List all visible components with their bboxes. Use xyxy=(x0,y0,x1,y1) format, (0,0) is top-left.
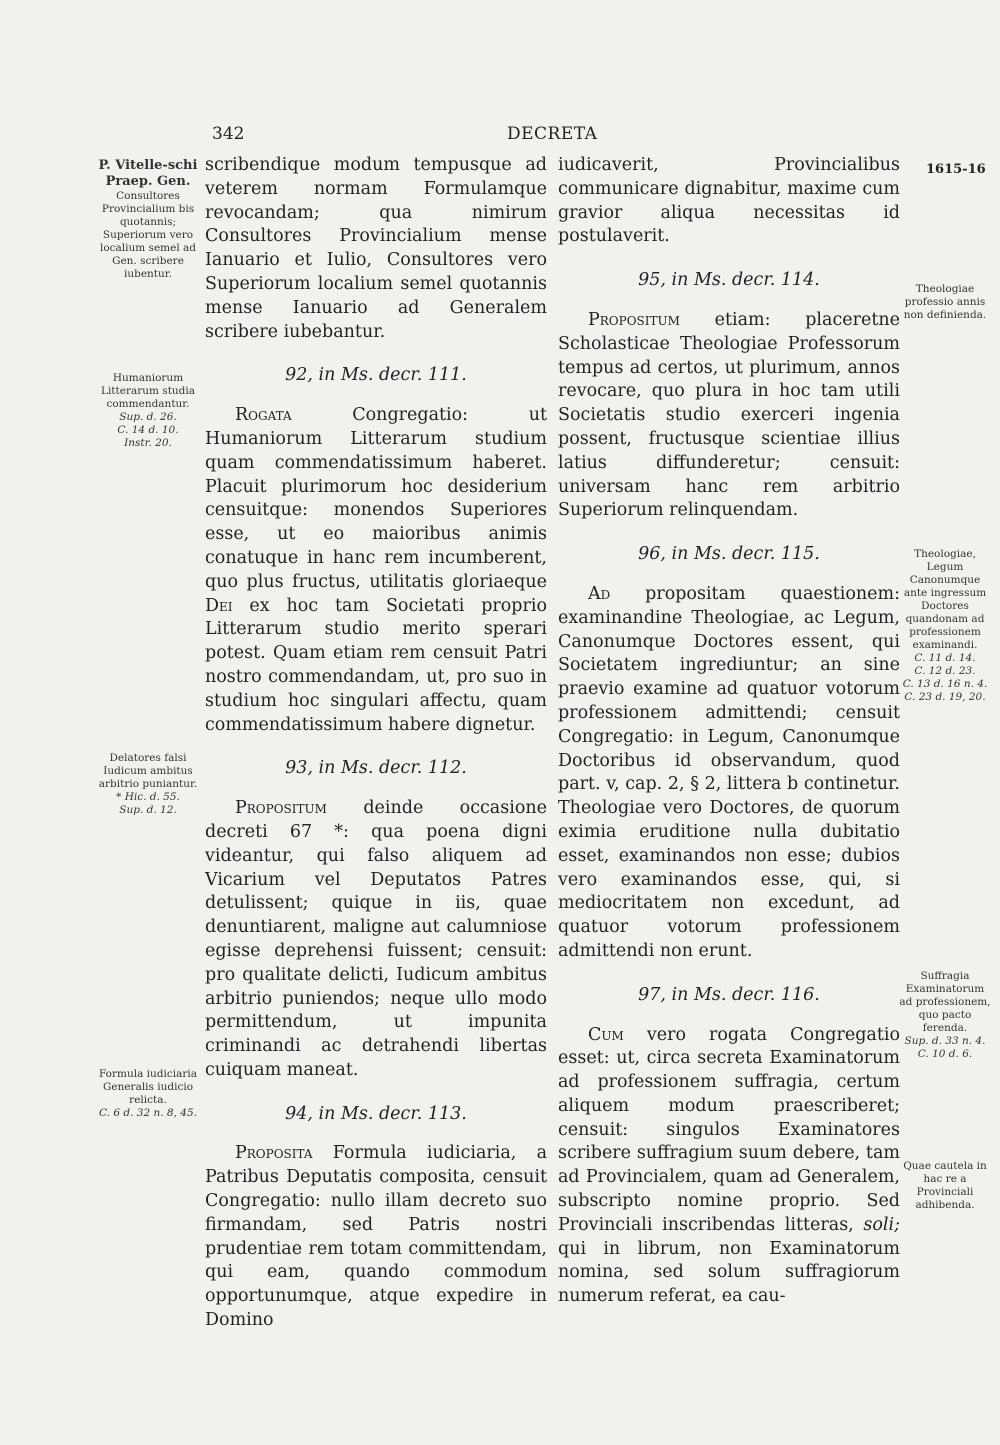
paragraph-text: ex hoc tam Societati proprio Litterarum studio merito sperari potest. Quam etiam rem censuit Patri nostro commendandam, ut, pro suo in studium hoc singulari affectu, quam commendatissimum habere dignetur. xyxy=(205,595,547,735)
year-range: 1615-16 xyxy=(926,162,986,177)
margin-text: Consultores Provincialium bis quotannis; Superiorum vero localium semel ad Gen. scribere iubentur. xyxy=(99,190,197,280)
paragraph xyxy=(205,797,547,1083)
lead-word: Proposita xyxy=(235,1143,313,1164)
paragraph-text: etiam: placeretne Scholasticae Theologiae Professorum tempus ad certos, ut plurimum, annos revocare, quo plura in hoc tam utili Societatis studio exerceri ingenia possent, fructusque scientiae illius latius diffunderetur; censuit: universam hanc rem arbitrio Superiorum relinquendam. xyxy=(558,309,900,521)
italic-word: soli; xyxy=(863,1214,900,1235)
paragraph-text: qui in librum, non Examinatorum nomina, sed solum suffragiorum numerum referat, ea cau- xyxy=(558,1238,900,1307)
paragraph: iudicaverit, Provincialibus communicare dignabitur, maxime cum gravior aliqua necessitas id postulaverit. xyxy=(558,155,900,247)
margin-ref: Sup. d. 33 n. 4. xyxy=(904,1035,986,1047)
paragraph xyxy=(558,583,900,964)
margin-note-theologiae xyxy=(898,283,992,322)
lead-word: Propositum xyxy=(588,309,680,330)
margin-note-humaniora xyxy=(96,372,200,450)
margin-text: Suffragia Examinatorum ad professionem, quo pacto ferenda. xyxy=(899,970,991,1034)
text-column-right xyxy=(558,154,900,1309)
margin-note-cautela xyxy=(898,1160,992,1212)
page-number: 342 xyxy=(212,124,245,144)
section-heading: 96, in Ms. decr. 115. xyxy=(638,544,820,565)
margin-heading-general: P. Vitelle-schi Praep. Gen. xyxy=(98,158,198,189)
running-title: DECRETA xyxy=(507,124,598,144)
paragraph: scribendique modum tempusque ad veterem normam Formulamque revocandam; qua nimirum Consultores Provincialium mense Ianuario et Iulio, Consultores vero Superiorum localium semel quotannis mense Ianuario ad Generalem scribere iubebantur. xyxy=(205,155,547,342)
section-heading: 94, in Ms. decr. 113. xyxy=(285,1103,467,1124)
margin-text: Formula iudiciaria Generalis iudicio relicta. xyxy=(98,1068,198,1106)
margin-ref: * Hic. d. 55. xyxy=(116,791,180,803)
paragraph-text: deinde occasione decreti 67 *: qua poena digni videantur, qui falso aliquem ad Vicarium vel Deputatos Patres detulissent; quique in iis, quae denuntiarent, maligne aut calumniose egisse deprehensi fuissent; censuit: pro qualitate delicti, Iudicum ambitus arbitrio puniendos; neque ullo modo permittendum, ut impunita criminandi ac detrahendi libertas cuiquam maneat. xyxy=(205,798,547,1080)
text-column-left xyxy=(205,154,547,1333)
margin-ref: C. 14 d. 10. xyxy=(117,424,179,436)
paragraph xyxy=(205,1142,547,1332)
section-heading: 93, in Ms. decr. 112. xyxy=(285,758,467,779)
paragraph xyxy=(558,1024,900,1310)
margin-ref: C. 12 d. 23. xyxy=(914,665,976,677)
margin-text: Quae cautela in hac re a Provinciali adhibenda. xyxy=(903,1160,987,1211)
margin-note-consultores xyxy=(96,158,200,281)
margin-ref: Sup. d. 12. xyxy=(119,804,177,816)
paragraph-text: Congregatio: ut Humaniorum Litterarum studium quam commendatissimum haberet. Placuit plurimorum hoc desiderium censuitque: monendos Superiores esse, ut eo maioribus animis conatuque in hanc rem incumberent, quo plus fructus, utilitatis gloriaeque xyxy=(205,405,547,592)
small-caps-word: Dei xyxy=(205,595,233,616)
margin-note-delatores xyxy=(96,752,200,817)
lead-word: Ad xyxy=(588,583,611,604)
margin-ref: C. 11 d. 14. xyxy=(914,652,976,664)
paragraph xyxy=(558,309,900,523)
paragraph-text: propositam quaestionem: examinandine Theologiae, ac Legum, Canonumque Doctores essent, qui Societatem ingrediuntur; an sine praevio examine ad quatuor votorum professionem admittendi; censuit Congregatio: in Legum, Canonumque Doctoribus id observandum, quod part. v, cap. 2, § 2, littera b continetur. Theologiae vero Doctores, de quorum eximia eruditione nulla dubitatio esset, examinandos non esse; dubios vero examinandos esse, qui, si mediocritatem non excedunt, ad quatuor votorum professionem admittendi non erunt. xyxy=(558,583,900,961)
margin-note-doctores xyxy=(898,548,992,704)
margin-text: Theologiae professio annis non definienda. xyxy=(903,283,987,321)
margin-ref: Sup. d. 26. xyxy=(119,411,177,423)
margin-ref: C. 10 d. 6. xyxy=(917,1048,973,1060)
margin-note-formula xyxy=(96,1068,200,1120)
paragraph-text: Formula iudiciaria, a Patribus Deputatis composita, censuit Congregatio: nullo illam decreto suo firmandam, sed Patris nostri prudentiae rem totam committendam, qui eam, quando commodum opportunumque, atque expedire in Domino xyxy=(205,1143,547,1331)
margin-ref: Instr. 20. xyxy=(124,437,172,449)
paragraph-text: vero rogata Congregatio esset: ut, circa secreta Examinatorum ad professionem suffragia, certum aliquem modum praescriberet; censuit: singulos Examinatores scribere suffragium suum debere, tam ad Provincialem, quam ad Generalem, subscripto nomine proprio. Sed Provinciali inscribendas litteras, xyxy=(558,1024,900,1235)
margin-text: Delatores falsi Iudicum ambitus arbitrio puniantur. xyxy=(98,752,198,790)
lead-word: Propositum xyxy=(235,798,327,819)
margin-note-suffragia xyxy=(898,970,992,1061)
section-heading: 92, in Ms. decr. 111. xyxy=(285,365,467,386)
section-heading: 97, in Ms. decr. 116. xyxy=(638,984,820,1005)
margin-ref: C. 23 d. 19, 20. xyxy=(904,691,986,703)
lead-word: Cum xyxy=(588,1024,624,1045)
section-heading: 95, in Ms. decr. 114. xyxy=(638,270,820,291)
lead-word: Rogata xyxy=(235,405,292,426)
margin-text: Humaniorum Litterarum studia commendantur. xyxy=(100,372,196,410)
paragraph xyxy=(205,404,547,737)
margin-text: Theologiae, Legum Canonumque ante ingressum Doctores quandonam ad professionem examinandi. xyxy=(903,548,987,651)
margin-ref: C. 6 d. 32 n. 8, 45. xyxy=(99,1107,197,1119)
margin-ref: C. 13 d. 16 n. 4. xyxy=(902,678,988,690)
